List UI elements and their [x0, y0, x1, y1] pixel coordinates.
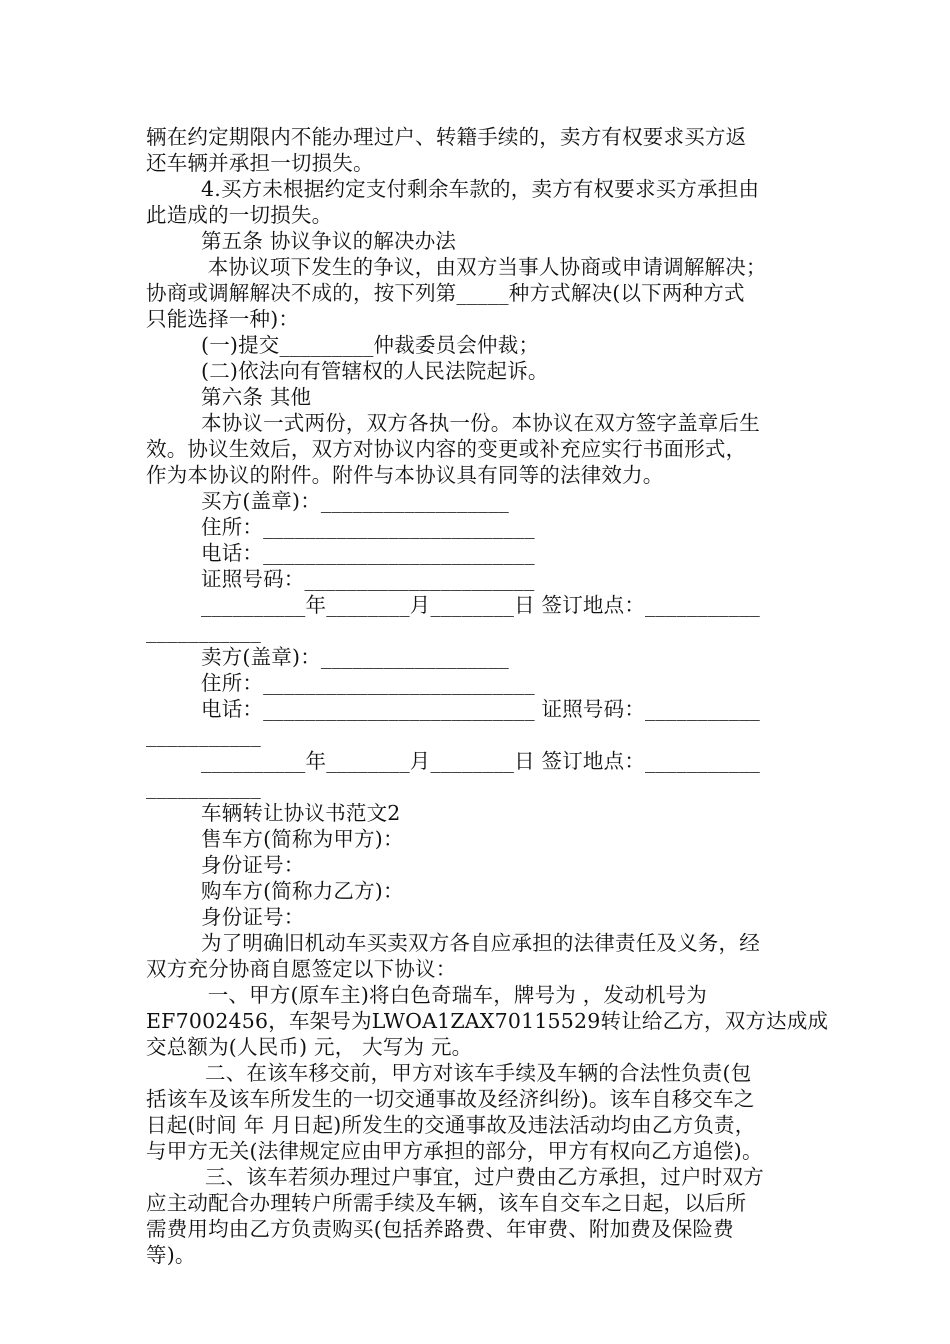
blank-line: ___________: [146, 619, 261, 643]
seller-phone-license-field: 电话：__________________________ 证照号码：___________: [201, 697, 760, 721]
clause-3: 三、该车若须办理过户事宜，过户费由乙方承担，过户时双方: [205, 1165, 764, 1189]
paragraph-line: 效。协议生效后，双方对协议内容的变更或补充应实行书面形式，: [146, 437, 747, 461]
option-court: (二)依法向有管辖权的人民法院起诉。: [201, 359, 549, 383]
blank-line: ___________: [146, 723, 261, 747]
buyer-phone-field: 电话：__________________________: [201, 541, 535, 565]
paragraph-line: 作为本协议的附件。附件与本协议具有同等的法律效力。: [146, 463, 664, 487]
buyer-seal-field: 买方(盖章)：__________________: [201, 489, 509, 513]
paragraph-line: 日起(时间 年 月日起)所发生的交通事故及违法活动均由乙方负责，: [146, 1113, 756, 1137]
clause-2: 二、在该车移交前，甲方对该车手续及车辆的合法性负责(包: [205, 1061, 752, 1085]
paragraph-line: 还车辆并承担一切损失。: [146, 151, 374, 175]
paragraph-line: 需费用均由乙方负责购买(包括养路费、年审费、附加费及保险费: [146, 1217, 734, 1241]
buyer-license-field: 证照号码：______________________: [201, 567, 535, 591]
paragraph-line: EF7002456，车架号为LWOA1ZAX70115529转让给乙方，双方达成成: [146, 1009, 829, 1033]
paragraph-line: 只能选择一种)：: [146, 307, 300, 331]
paragraph-line: 此造成的一切损失。: [146, 203, 333, 227]
blank-line: ___________: [146, 775, 261, 799]
clause-1: 一、甲方(原车主)将白色奇瑞车，牌号为 ，发动机号为: [201, 983, 707, 1007]
article-6-heading: 第六条 其他: [201, 385, 312, 409]
paragraph-line: 为了明确旧机动车买卖双方各自应承担的法律责任及义务，经: [201, 931, 760, 955]
seller-party-label: 售车方(简称为甲方)：: [201, 827, 404, 851]
seller-seal-field: 卖方(盖章)：__________________: [201, 645, 509, 669]
paragraph-line: 协商或调解解决不成的，按下列第_____种方式解决(以下两种方式: [146, 281, 745, 305]
paragraph-line: 双方充分协商自愿签定以下协议：: [146, 957, 457, 981]
seller-date-place-field: __________年________月________日 签订地点：___________: [201, 749, 760, 773]
paragraph-line: 辆在约定期限内不能办理过户、转籍手续的，卖方有权要求买方返: [146, 125, 747, 149]
paragraph-line: 应主动配合办理转户所需手续及车辆，该车自交车之日起，以后所: [146, 1191, 747, 1215]
paragraph-line: 等)。: [146, 1243, 196, 1267]
buyer-date-place-field: __________年________月________日 签订地点：___________: [201, 593, 760, 617]
seller-address-field: 住所：__________________________: [201, 671, 535, 695]
paragraph-line: 与甲方无关(法律规定应由甲方承担的部分，甲方有权向乙方追偿)。: [146, 1139, 763, 1163]
paragraph-line: 括该车及该车所发生的一切交通事故及经济纠纷)。该车自移交车之: [146, 1087, 755, 1111]
seller-id-label: 身份证号：: [201, 853, 305, 877]
sample-2-title: 车辆转让协议书范文2: [201, 801, 401, 825]
paragraph-line: 本协议项下发生的争议，由双方当事人协商或申请调解解决；: [201, 255, 767, 279]
option-arbitration: (一)提交_________仲裁委员会仲裁；: [201, 333, 540, 357]
paragraph-line: 交总额为(人民币) 元， 大写为 元。: [146, 1035, 473, 1059]
buyer-id-label: 身份证号：: [201, 905, 305, 929]
paragraph-line: 本协议一式两份，双方各执一份。本协议在双方签字盖章后生: [201, 411, 760, 435]
buyer-address-field: 住所：__________________________: [201, 515, 535, 539]
article-5-heading: 第五条 协议争议的解决办法: [201, 229, 457, 253]
clause-4: 4.买方未根据约定支付剩余车款的，卖方有权要求买方承担由: [201, 177, 760, 201]
buyer-party-label: 购车方(简称力乙方)：: [201, 879, 404, 903]
